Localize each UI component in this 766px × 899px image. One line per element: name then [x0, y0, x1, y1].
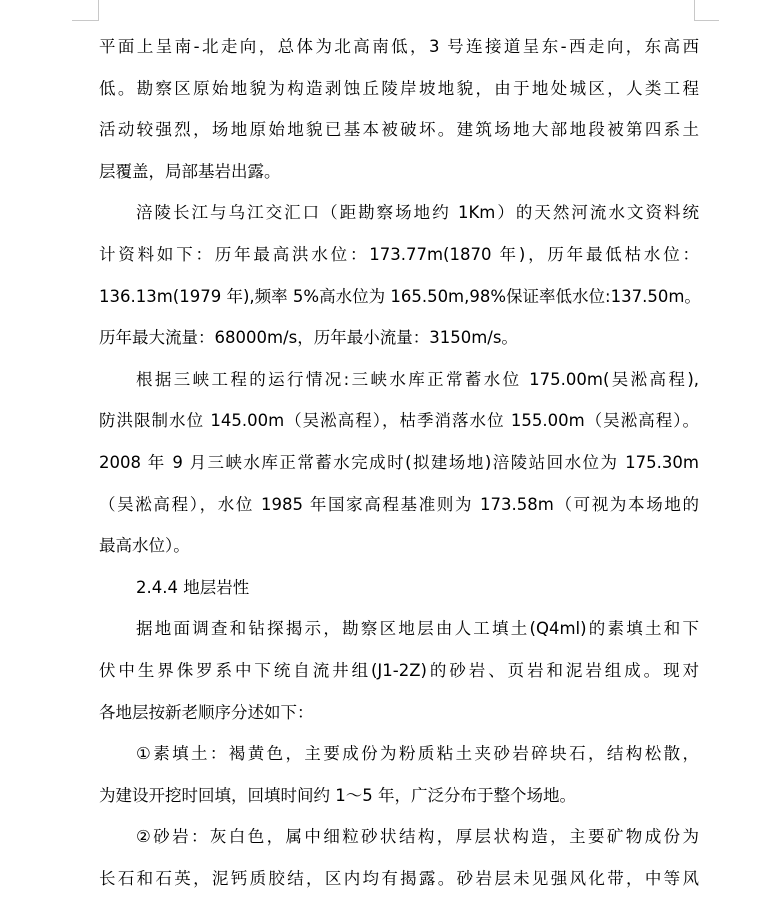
text-line: 据地面调查和钻探揭示，勘察区地层由人工填土(Q4ml)的素填土和下: [136, 619, 699, 639]
text-line: 低。勘察区原始地貌为构造剥蚀丘陵岸坡地貌，由于地处城区，人类工程: [99, 78, 699, 98]
text-line: 2008 年 9 月三峡水库正常蓄水完成时(拟建场地)涪陵站回水位为 175.30m: [99, 452, 699, 472]
crop-mark-top-right: [694, 0, 719, 21]
text-line: ①素填土：褐黄色，主要成份为粉质粘土夹砂岩碎块石，结构松散，: [136, 744, 699, 764]
text-line: 长石和石英，泥钙质胶结，区内均有揭露。砂岩层未见强风化带，中等风: [99, 868, 699, 888]
section-heading: 2.4.4 地层岩性: [136, 577, 250, 597]
text-line: 136.13m(1979 年),频率 5%高水位为 165.50m,98%保证率低水位:137.50m。: [99, 286, 701, 306]
text-line: 涪陵长江与乌江交汇口（距勘察场地约 1Km）的天然河流水文资料统: [136, 203, 699, 223]
text-line: 最高水位）。: [99, 536, 190, 556]
text-line: 各地层按新老顺序分述如下：: [99, 702, 314, 722]
text-line: 根据三峡工程的运行情况:三峡水库正常蓄水位 175.00m(吴淞高程),: [136, 369, 699, 389]
document-body: [99, 26, 699, 899]
text-line: 计资料如下：历年最高洪水位：173.77m(1870 年)，历年最低枯水位：: [99, 244, 699, 264]
text-line: 防洪限制水位 145.00m（吴淞高程），枯季消落水位 155.00m（吴淞高程）。: [99, 411, 699, 431]
text-line: ②砂岩：灰白色，属中细粒砂状结构，厚层状构造，主要矿物成份为: [136, 827, 699, 847]
text-line: 平面上呈南-北走向，总体为北高南低，3 号连接道呈东-西走向，东高西: [99, 37, 699, 56]
text-line: 活动较强烈，场地原始地貌已基本被破坏。建筑场地大部地段被第四系土: [99, 120, 699, 140]
text-line: 历年最大流量：68000m/s，历年最小流量：3150m/s。: [99, 328, 518, 348]
crop-mark-top-left: [72, 0, 99, 21]
text-line: 层覆盖，局部基岩出露。: [99, 161, 281, 181]
text-line: 伏中生界侏罗系中下统自流井组(J1-2Z)的砂岩、页岩和泥岩组成。现对: [99, 660, 699, 680]
text-line: 为建设开挖时回填，回填时间约 1～5 年，广泛分布于整个场地。: [99, 785, 576, 805]
text-line: （吴淞高程），水位 1985 年国家高程基准则为 173.58m（可视为本场地的: [99, 494, 699, 514]
